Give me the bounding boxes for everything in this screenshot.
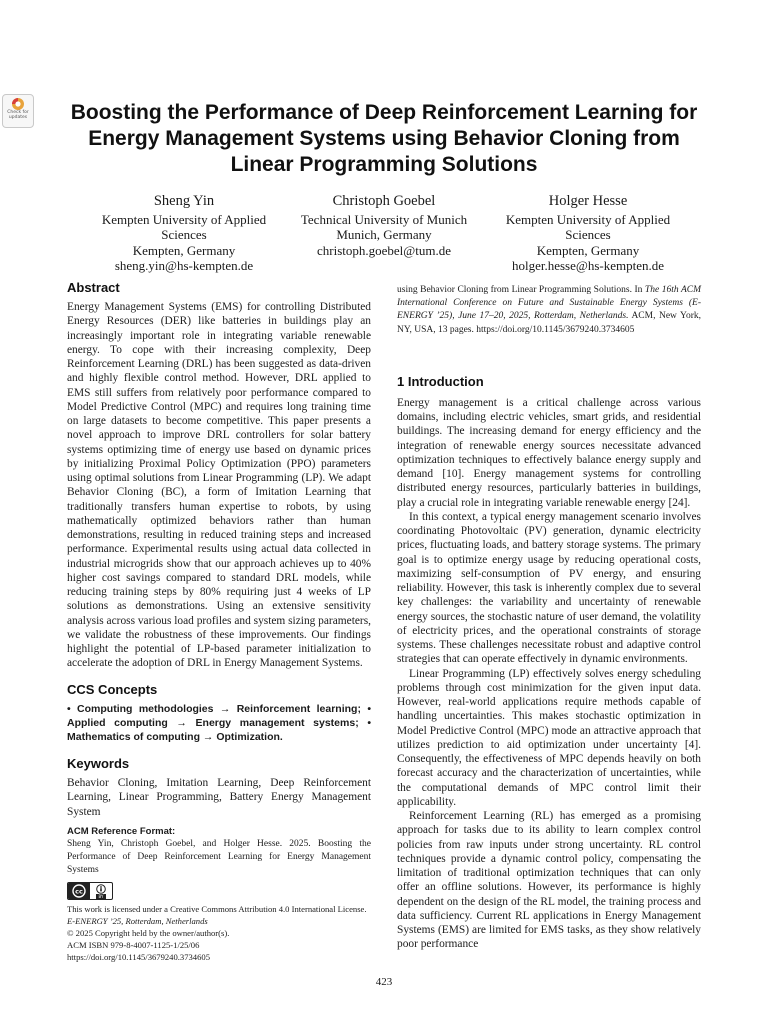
intro-paragraph-1: Energy management is a critical challenge across various domains, including electric vehicles, smart grids, and residential buildings. The increasing demand for energy efficiency and the integration of renewable energy sources necessitate advanced optimization techniques to effectively balance energy supply and demand [10]. Energy management systems for controlling distributed energy resources, particularly batteries in buildings, play a crucial role in integrating variable renewable energy [24]. xyxy=(397,396,701,509)
ref-cont-italic: The 16th ACM International Conference on Future and Sustainable Energy Systems (E-ENERGY ’25), June 17–20, 2025, Rotterdam, Netherlands. xyxy=(397,285,701,322)
cc-by-label: BY xyxy=(96,894,107,899)
ccs-heading: CCS Concepts xyxy=(67,681,158,697)
badge-label-2: updates xyxy=(8,114,28,120)
right-column xyxy=(397,284,701,952)
abstract-text: Energy Management Systems (EMS) for controlling Distributed Energy Resources (DER) like batteries in buildings play an increasingly important role in integrating variable renewable energy. To cope with their increasing complexity, Deep Reinforcement Learning (DRL) has been suggested as data-driven and highly flexible control method. However, DRL applied to EMS still suffers from relatively poor performance compared to Model Predictive Control (MPC) and requires long training time on large datasets to become competitive. This paper presents a novel approach to improve DRL controllers for solar battery systems optimizing time of energy use based on dynamic prices by initializing Proximal Policy Optimization (PPO) parameters using optimal solutions from Linear Programming (LP). We adapt Behavior Cloning (BC), a form of Imitation Learning that traditionally transfers human expertise to robots, by using mathematically optimized behaviors rather than human demonstrations, resulting in reduced training steps and increased performance. Experimental results using actual data collected in industrial microgrids show that our approach achieves up to 40% higher cost savings compared to standard DRL models, while reducing training steps by 80% requiring just 4 weeks of LP solutions as demonstrations. Using an extensive sensitivity analysis across various load profiles and system sizing parameters, we validate the robustness of these improvements. Our findings highlight the potential of LP-based parameter initialization to accelerate the adoption of DRL in Energy Management Systems. xyxy=(67,301,371,670)
badge-label-1: Check for xyxy=(7,110,29,115)
license-line: This work is licensed under a Creative Commons Attribution 4.0 International License. xyxy=(67,904,367,915)
intro-heading: 1 Introduction xyxy=(397,373,484,389)
author-email[interactable]: sheng.yin@hs-kempten.de xyxy=(114,258,254,274)
author-location: Kempten, Germany xyxy=(536,242,640,258)
author-email[interactable]: christoph.goebel@tum.de xyxy=(317,242,451,258)
intro-paragraph-2: In this context, a typical energy management scenario involves coordinating Photovoltaic (PV) generation, dynamic electricity prices, fluctuating loads, and battery storage systems. The primary goal is to optimize energy usage by reducing operational costs, maximizing self-consumption of PV energy, and ensuring reliability. However, this task is inherently complex due to several key challenges: the variability and uncertainty of renewable energy sources, the stochastic nature of user demand, the volatility of electricity prices, and the operational constraints of storage systems. These challenges necessitate robust and adaptive control strategies that can operate effectively in dynamic environments. xyxy=(397,510,701,666)
title-line-2: Energy Management Systems using Behavior Cloning from xyxy=(88,127,680,150)
author-name: Sheng Yin xyxy=(153,193,215,209)
author-location: Munich, Germany xyxy=(336,227,432,243)
page-number: 423 xyxy=(375,976,393,988)
author-affiliation-cont: Sciences xyxy=(565,227,611,243)
acm-reference-heading: ACM Reference Format: xyxy=(67,825,176,837)
author-affiliation: Kempten University of Applied xyxy=(505,212,671,227)
author-affiliation-cont: Sciences xyxy=(161,227,207,243)
title-line-1: Boosting the Performance of Deep Reinforcement Learning for xyxy=(70,101,698,124)
author-name: Christoph Goebel xyxy=(332,193,436,209)
cc-logo-icon xyxy=(68,883,90,899)
author-name: Holger Hesse xyxy=(548,193,628,209)
author-affiliation: Kempten University of Applied xyxy=(101,212,267,227)
author-affiliation: Technical University of Munich xyxy=(300,212,468,227)
svg-text:cc: cc xyxy=(75,888,83,897)
ref-cont-end: ACM, New York, NY, USA, 13 pages. https://doi.org/10.1145/3679240.3734605 xyxy=(397,311,701,335)
author-block-3 xyxy=(488,192,688,274)
intro-paragraph-3: Linear Programming (LP) effectively solves energy scheduling problems through cost minimization for the given input data. However, real-world applications require methods capable of handling uncertainties. This makes stochastic optimization in Model Predictive Control (MPC) mode an attractive approach that utilizes prediction to aid optimization under uncertainty [4]. Consequently, the effectiveness of MPC depends heavily on both forecast accuracy and the characterization of uncertainties, while the computational demands of MPC control limit their applicability. xyxy=(397,667,701,808)
check-for-updates-icon xyxy=(10,97,26,111)
attribution-icon xyxy=(90,883,112,899)
acm-reference-continued xyxy=(397,284,701,337)
keywords-text: Behavior Cloning, Imitation Learning, Deep Reinforcement Learning, Linear Programming, Battery Energy Management System xyxy=(67,777,371,818)
doi-line[interactable]: https://doi.org/10.1145/3679240.3734605 xyxy=(67,952,210,963)
cc-by-license-badge[interactable] xyxy=(67,882,113,900)
acm-reference-text: Sheng Yin, Christoph Goebel, and Holger Hesse. 2025. Boosting the Performance of Deep Reinforcement Learning for Energy Management Systems xyxy=(67,838,371,876)
ref-cont-plain: using Behavior Cloning from Linear Programming Solutions. In xyxy=(397,285,645,295)
check-for-updates-badge[interactable] xyxy=(2,94,34,128)
author-block-1 xyxy=(84,192,284,274)
ccs-text: • Computing methodologies → Reinforcement learning; • Applied computing → Energy management systems; • Mathematics of computing → Optimization. xyxy=(67,702,371,743)
abstract-heading: Abstract xyxy=(67,280,120,295)
author-location: Kempten, Germany xyxy=(132,242,236,258)
paper-title xyxy=(40,100,728,178)
author-email[interactable]: holger.hesse@hs-kempten.de xyxy=(511,258,665,274)
title-line-3: Linear Programming Solutions xyxy=(230,153,538,176)
isbn-line: ACM ISBN 979-8-4007-1125-1/25/06 xyxy=(67,940,200,951)
copyright-line: © 2025 Copyright held by the owner/author(s). xyxy=(67,928,230,939)
conference-line: E-ENERGY ’25, Rotterdam, Netherlands xyxy=(67,916,208,927)
left-column xyxy=(67,279,371,963)
keywords-heading: Keywords xyxy=(67,756,130,772)
author-block-2 xyxy=(284,192,484,258)
intro-paragraph-4: Reinforcement Learning (RL) has emerged as a promising approach for tasks due to its ability to learn complex control policies from raw inputs under strong uncertainty. RL control techniques provide a dynamic control policy, compensating the limitation of traditional optimization techniques that can only offer an offline solutions. However, its performance is highly dependent on the design of the RL model, the training process and data sufficiency. Current RL applications in Energy Management Systems (EMS) are limited for EMS tasks, as they show relatively poor performance xyxy=(397,810,701,951)
